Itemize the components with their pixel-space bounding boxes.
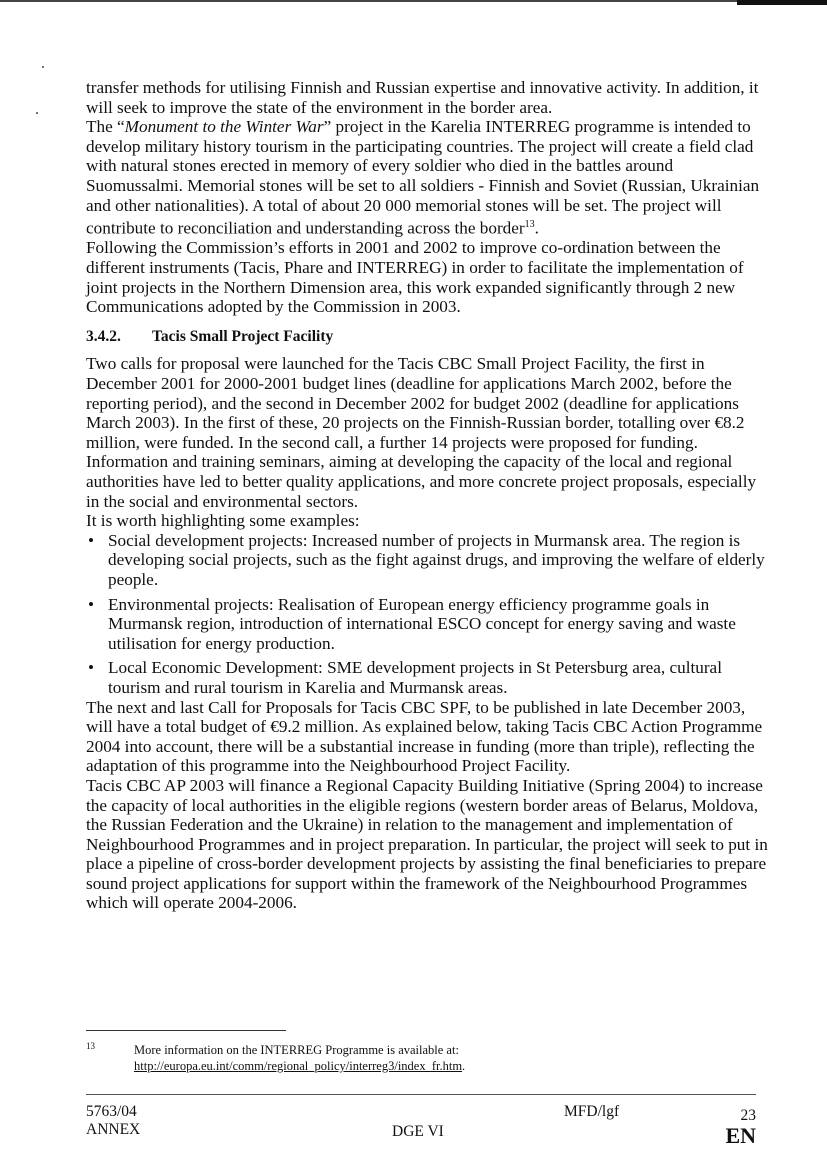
monument-end: . bbox=[534, 218, 539, 238]
list-item bbox=[86, 595, 770, 654]
footnote-body bbox=[134, 1042, 746, 1074]
scan-speck bbox=[42, 66, 44, 68]
list-item-text: Local Economic Development: SME development projects in St Petersburg area, cultural tourism and rural tourism in Karelia and Murmansk areas. bbox=[108, 658, 722, 697]
scan-top-mark bbox=[737, 0, 827, 5]
bullet-icon: • bbox=[88, 594, 95, 614]
paragraph-commission-efforts: Following the Commission’s efforts in 2001 and 2002 to improve co-ordination between the different instruments (Tacis, Phare and INTERREG) in order to facilitate the implementation of joint projects in the Northern Dimension area, this work expanded significantly through 2 new Communications adopted by the Commission in 2003. bbox=[86, 238, 744, 317]
annex-label: ANNEX bbox=[86, 1121, 141, 1138]
paragraph-examples-intro: It is worth highlighting some examples: bbox=[86, 511, 360, 531]
footnote-link[interactable]: http://europa.eu.int/comm/regional_policy/interreg3/index_fr.htm bbox=[134, 1059, 463, 1073]
list-item bbox=[86, 658, 770, 697]
paragraph-calls-for-proposal: Two calls for proposal were launched for the Tacis CBC Small Project Facility, the first in December 2001 for 2000-2001 budget lines (deadline for applications March 2002, before the reporting period), and the second in December 2002 for budget 2002 (deadline for applications March 2003). In the first of these, 20 projects on the Finnish-Russian border, totalling over €8.2 million, were funded. In the second call, a further 14 projects were proposed for funding. Information and training seminars, aiming at developing the capacity of the local and regional authorities have led to better quality applications, and more concrete project proposals, especially in the social and environmental sectors. bbox=[86, 354, 757, 511]
footnote bbox=[86, 1042, 746, 1074]
section-number: 3.4.2. bbox=[86, 327, 121, 345]
footnote-link-line bbox=[134, 1058, 746, 1074]
footnote-separator bbox=[86, 1030, 286, 1031]
document-reference: 5763/04 bbox=[86, 1103, 137, 1120]
page-number: 23 bbox=[740, 1107, 756, 1124]
list-item-text: Environmental projects: Realisation of European energy efficiency programme goals in Murmansk region, introduction of international ESCO concept for energy saving and waste utilisation for energy production. bbox=[108, 594, 736, 653]
monument-text: ” project in the Karelia INTERREG programme is intended to develop military history tourism in the participating countries. The project will create a field clad with natural stones erected in memory of every soldier who died in the battles around Suomussalmi. Memorial stones will be set to all soldiers - Finnish and Soviet (Russian, Ukrainian and other nationalities). A total of about 20 000 memorial stones will be set. The project will contribute to reconciliation and understanding across the border bbox=[86, 117, 760, 238]
list-item bbox=[86, 531, 770, 590]
directorate-label: DGE VI bbox=[392, 1123, 444, 1140]
footnote-text: More information on the INTERREG Programme is available at: bbox=[134, 1043, 459, 1057]
paragraph-next-call: The next and last Call for Proposals for Tacis CBC SPF, to be published in late December 2003, will have a total budget of €9.2 million. As explained below, taking Tacis CBC Action Programme 2004 into account, there will be a substantial increase in funding (more than triple), reflecting the adaptation of this programme into the Neighbourhood Project Facility. bbox=[86, 697, 763, 776]
footnote-reference[interactable]: 13 bbox=[524, 219, 535, 231]
scan-top-border bbox=[0, 0, 827, 2]
examples-list bbox=[86, 531, 770, 698]
page-footer bbox=[86, 1102, 756, 1152]
language-code: EN bbox=[725, 1123, 756, 1148]
paragraph-monument-project bbox=[86, 117, 770, 238]
footnote-link-end: . bbox=[462, 1059, 466, 1073]
monument-title: Monument to the Winter War bbox=[124, 117, 324, 137]
list-item-text: Social development projects: Increased number of projects in Murmansk area. The region is developing social projects, such as the fight against drugs, and improving the welfare of elderly people. bbox=[108, 530, 765, 589]
section-heading bbox=[86, 327, 770, 347]
author-initials: MFD/lgf bbox=[564, 1103, 620, 1120]
footer-separator bbox=[86, 1094, 756, 1095]
bullet-icon: • bbox=[88, 658, 95, 678]
footnote-number: 13 bbox=[86, 1041, 95, 1051]
monument-prefix: The “ bbox=[86, 117, 125, 137]
bullet-icon: • bbox=[88, 530, 95, 550]
paragraph-transfer-methods: transfer methods for utilising Finnish and Russian expertise and innovative activity. In addition, it will seek to improve the state of the environment in the border area. bbox=[86, 78, 759, 117]
paragraph-regional-capacity: Tacis CBC AP 2003 will finance a Regional Capacity Building Initiative (Spring 2004) to increase the capacity of local authorities in the eligible regions (western border areas of Belarus, Moldova, the Russian Federation and the Ukraine) in relation to the management and implementation of Neighbourhood Programmes and in project preparation. In particular, the project will seek to put in place a pipeline of cross-border development projects by assisting the final beneficiaries to prepare sound project applications for support within the framework of the Neighbourhood Programmes which will operate 2004-2006. bbox=[86, 775, 768, 913]
page-body bbox=[86, 78, 770, 913]
section-title: Tacis Small Project Facility bbox=[152, 327, 334, 345]
scan-speck bbox=[36, 112, 38, 114]
